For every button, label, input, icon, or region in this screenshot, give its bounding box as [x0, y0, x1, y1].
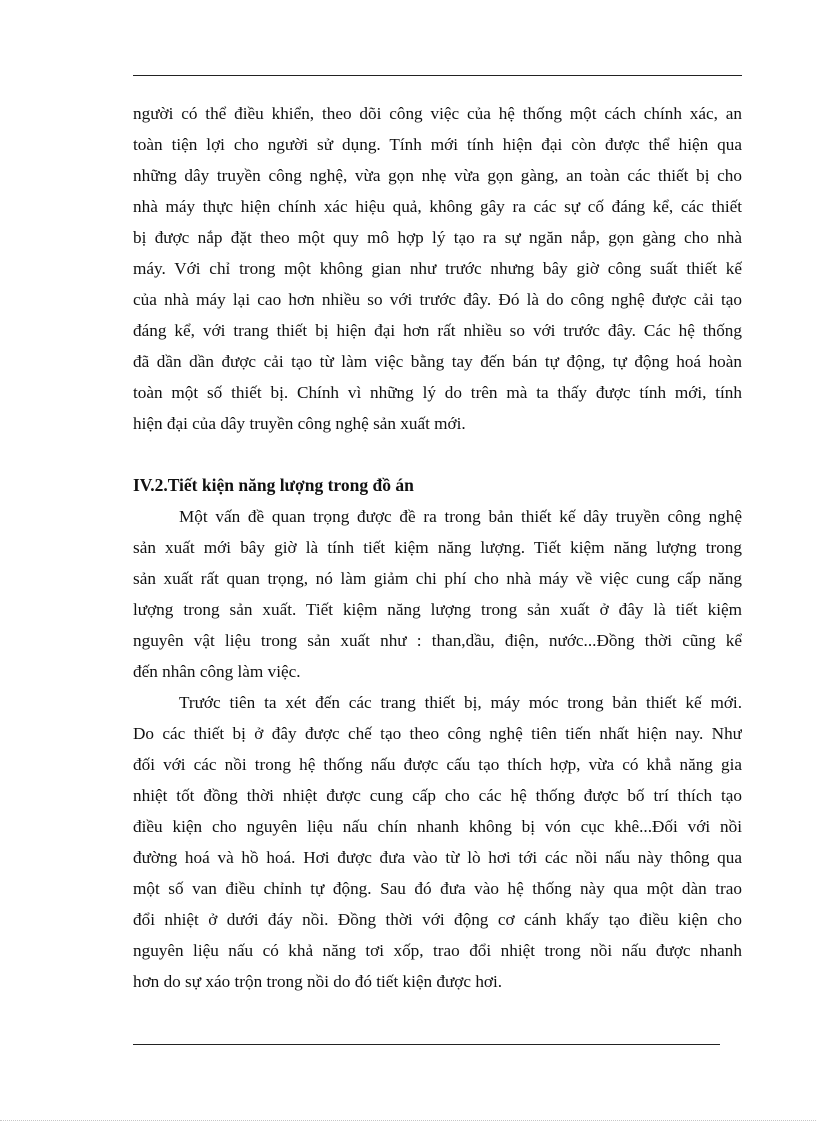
text-line: một số van điều chỉnh tự động. Sau đó đưa vào hệ thống này qua một dàn trao: [133, 879, 742, 898]
text-line: người có thể điều khiển, theo dõi công việc của hệ thống một cách chính xác, an: [133, 104, 742, 123]
text-line: toàn một số thiết bị. Chính vì những lý do trên mà ta thấy được tính mới, tính: [133, 383, 742, 402]
text-line: lượng trong sản xuất. Tiết kiệm năng lượng trong sản xuất ở đây là tiết kiệm: [133, 600, 742, 619]
paragraph-spacer: [133, 439, 742, 470]
paragraph-energy-intro: [133, 501, 742, 687]
footer-rule: [133, 1044, 720, 1045]
text-line: nhà máy thực hiện chính xác hiệu quả, không gây ra các sự cố đáng kể, các thiết: [133, 197, 742, 216]
text-line: đối với các nồi trong hệ thống nấu được cấu tạo thích hợp, vừa có khẳ năng gia: [133, 755, 742, 774]
page-body: [133, 98, 742, 997]
text-line: nhiệt tốt đồng thời nhiệt được cung cấp cho các hệ thống được bố trí thích tạo: [133, 786, 742, 805]
text-line: Một vấn đề quan trọng được đề ra trong bản thiết kế dây truyền công nghệ: [179, 507, 742, 526]
text-line: những dây truyền công nghệ, vừa gọn nhẹ vừa gọn gàng, an toàn các thiết bị cho: [133, 166, 742, 185]
text-line: đã dần dần được cải tạo từ làm việc bằng tay đến bán tự động, tự động hoá hoàn: [133, 352, 742, 371]
text-line: bị được nắp đặt theo một quy mô hợp lý tạo ra sự ngăn nắp, gọn gàng cho nhà: [133, 228, 742, 247]
text-line: sản xuất mới bây giờ là tính tiết kiệm năng lượng. Tiết kiệm năng lượng trong: [133, 538, 742, 557]
text-line: đáng kể, với trang thiết bị hiện đại hơn rất nhiều so với trước đây. Các hệ thống: [133, 321, 742, 340]
section-heading: IV.2.Tiết kiện năng lượng trong đồ án: [133, 475, 414, 495]
header-rule: [133, 75, 742, 76]
text-line: Trước tiên ta xét đến các trang thiết bị, máy móc trong bản thiết kế mới.: [179, 693, 742, 712]
text-line: máy. Với chỉ trong một không gian như trước nhưng bây giờ công suất thiết kế: [133, 259, 742, 278]
text-line: hiện đại của dây truyền công nghệ sản xuất mới.: [133, 414, 466, 433]
text-line: nguyên liệu nấu có khả năng tơi xốp, trao đổi nhiệt trong nồi nấu được nhanh: [133, 941, 742, 960]
page-edge-divider: [0, 1120, 816, 1121]
paragraph-continuation: [133, 98, 742, 439]
text-line: của nhà máy lại cao hơn nhiều so với trước đây. Đó là do công nghệ được cải tạo: [133, 290, 742, 309]
text-line: đổi nhiệt ở dưới đáy nồi. Đồng thời với động cơ cánh khấy tạo điều kiện cho: [133, 910, 742, 929]
text-line: đường hoá và hồ hoá. Hơi được đưa vào từ lò hơi tới các nồi nấu này thông qua: [133, 848, 742, 867]
text-line: hơn do sự xáo trộn trong nồi do đó tiết kiện được hơi.: [133, 972, 503, 991]
text-line: đến nhân công làm việc.: [133, 662, 301, 681]
paragraph-equipment: [133, 687, 742, 997]
text-line: điều kiện cho nguyên liệu nấu chín nhanh không bị vón cục khê...Đối với nồi: [133, 817, 742, 836]
text-line: Do các thiết bị ở đây được chế tạo theo công nghệ tiên tiến nhất hiện nay. Như: [133, 724, 742, 743]
text-line: nguyên vật liệu trong sản xuất như : than,dầu, điện, nước...Đồng thời cũng kể: [133, 631, 742, 650]
text-line: sản xuất rất quan trọng, nó làm giảm chi phí cho nhà máy về việc cung cấp năng: [133, 569, 742, 588]
text-line: toàn tiện lợi cho người sử dụng. Tính mới tính hiện đại còn được thể hiện qua: [133, 135, 742, 154]
